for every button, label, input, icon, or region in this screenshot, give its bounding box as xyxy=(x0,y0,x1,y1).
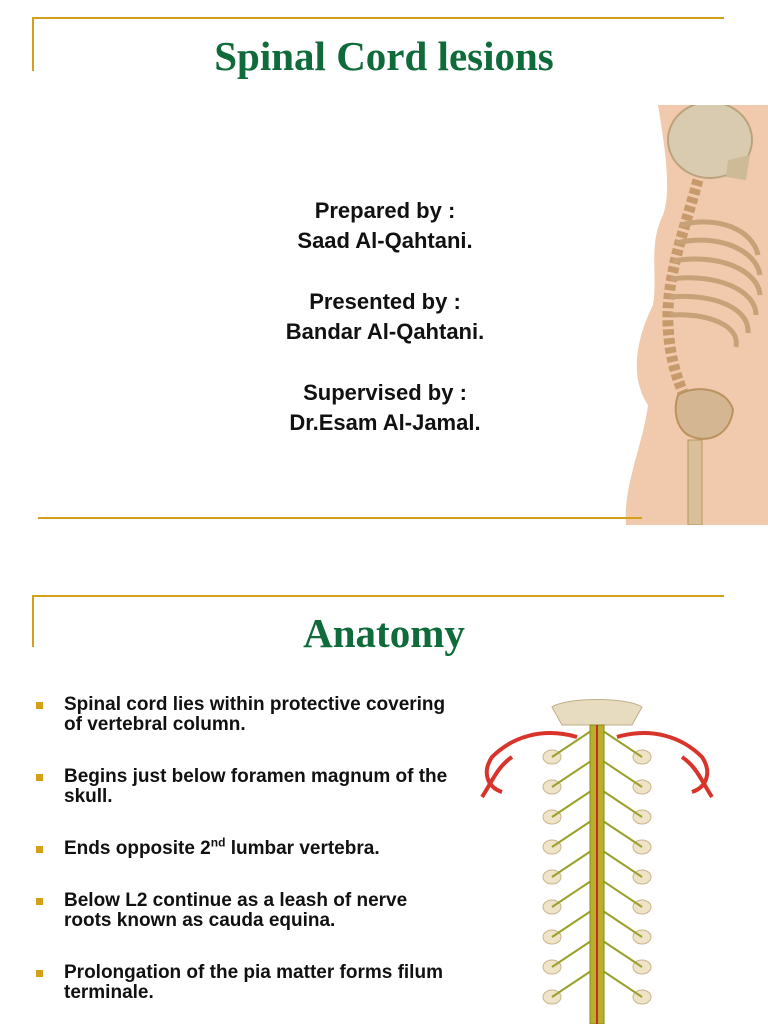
credit-prepared xyxy=(170,196,600,256)
bullet-list xyxy=(34,695,454,1003)
credits xyxy=(170,196,600,469)
bullet-item: Below L2 continue as a leash of nerve roots known as cauda equina. xyxy=(34,891,454,931)
credit-name: Bandar Al-Qahtani. xyxy=(285,319,485,344)
bullet-square-icon xyxy=(36,774,43,781)
credit-label: Prepared by : xyxy=(314,198,456,223)
bullet-item: Spinal cord lies within protective covering of vertebral column. xyxy=(34,695,454,735)
top-accent-line xyxy=(32,595,724,597)
credit-label: Presented by : xyxy=(309,289,461,314)
slide-title-text: Spinal Cord lesions xyxy=(214,33,554,79)
slide-anatomy xyxy=(0,575,768,1024)
credit-label: Supervised by : xyxy=(303,380,467,405)
bullet-item: Begins just below foramen magnum of the skull. xyxy=(34,767,454,807)
skeleton-side-view-image xyxy=(618,105,768,525)
bullet-square-icon xyxy=(36,702,43,709)
bullet-square-icon xyxy=(36,846,43,853)
bullet-item: Prolongation of the pia matter forms filum terminale. xyxy=(34,963,454,1003)
credit-name: Saad Al-Qahtani. xyxy=(297,228,473,253)
bullet-square-icon xyxy=(36,970,43,977)
slide-title-text: Anatomy xyxy=(303,610,465,656)
bullet-square-icon xyxy=(36,898,43,905)
top-accent-line xyxy=(32,17,724,19)
spinal-cord-illustration xyxy=(452,697,740,1024)
bottom-accent-line xyxy=(38,517,642,519)
bullet-item: Ends opposite 2nd lumbar vertebra. xyxy=(34,839,454,859)
credit-name: Dr.Esam Al-Jamal. xyxy=(289,410,481,435)
credit-presented xyxy=(170,287,600,347)
credit-supervised xyxy=(170,378,600,438)
